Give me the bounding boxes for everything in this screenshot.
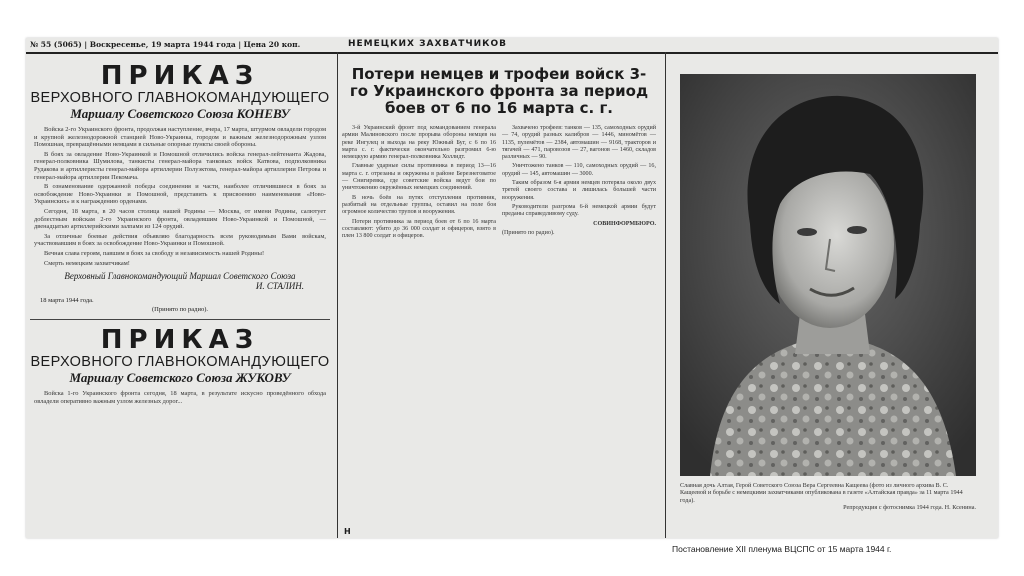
order-1-date: 18 марта 1944 года. [40,297,94,305]
order-1-body [26,126,334,267]
article-paragraph: Таким образом 6-я армия немцев потеряла около двух третей своего состава и лишилась большей части вооружения. [502,180,656,201]
order-1-paragraph: Смерть немецким захватчикам! [44,259,130,267]
order-1-paragraph: За отличные боевые действия объявляю благодарность всем руководимым Вами войскам, участвовавшим в боях за освобождение Ново-Украинки и Помошной. [34,232,326,248]
order-2-body [26,390,334,405]
article-paragraph: В ночь боёв на путях отступления противник, разбитый на отдельные группы, оставил на поле боя огромное количество трупов и вооружения. [342,194,496,216]
article-subcolumn-1 [342,125,496,242]
portrait-photo [680,74,976,476]
orders-column [26,56,334,538]
article-paragraph: Захвачено трофеев: танков — 135, самоходных орудий — 74, орудий разных калибров — 1446, миномётов — 1135, пулемётов — 2384, автомашин — 9168, тракторов и тягачей — 471, паровозов — 27, вагонов — 1460, складов различных — 90. [502,125,656,161]
article-subcolumn-2 [502,125,656,242]
article-paragraph: Потери противника за период боев от 6 по 16 марта составляют: убито до 36 000 солдат и офицеров, взято в плен 13 800 солдат и офицеров. [342,218,496,240]
article-signature: СОВИНФОРМБЮРО. [593,220,656,227]
order-2-addressee: Маршалу Советского Союза ЖУКОВУ [69,370,291,386]
article-paragraph: Главные ударные силы противника в период 13—16 марта с. г. отрезаны и окружены в районе Березнеговатое — Снигиревка, где советские войска ведут бои по уничтожению окружённых немецких соединений. [342,163,496,192]
photo-caption-text: Славная дочь Алтая, Герой Советского Союза Вера Сергеевна Кащеева (фото из личного архива В. С. Кащеевой и борьбе с немецкими захватчиками опубликована в газете «Алтайская правда» за 11 марта 1944 года). [680,482,963,504]
column-divider-right [665,52,666,538]
order-1-addressee: Маршалу Советского Союза КОНЕВУ [70,106,290,121]
article-column [340,56,658,538]
orders-separator [30,319,330,320]
order-1-title: ПРИКАЗ [100,61,260,91]
article-paragraph: 3-й Украинский фронт под командованием генерала армии Малиновского после прорыва обороны немцев на реке Ингулец и выхода на реку Южный Буг, с 6 по 16 марта с. г. фактически окончательно разгромил 6-ю немецкую армию генерал-полковника Холлидт. [342,125,496,161]
order-2-paragraph: Войска 1-го Украинского фронта сегодня, 18 марта, в результате искусно проведённого обхода овладели оперативно важным узлом железных дорог... [34,390,326,405]
order-2-title: ПРИКАЗ [100,325,260,356]
newspaper-page [26,38,998,554]
column-divider-left [337,52,338,538]
order-1-paragraph: В ознаменование одержанной победы соединения и части, наиболее отличившиеся в боях за освобождение Ново-Украинки и Помошной, представить к присвоению наименования «Ново-Украинских» и к награждению орденами. [34,183,326,206]
article-paragraph: Уничтожено танков — 110, самоходных орудий — 16, орудий — 145, автомашин — 3000. [502,163,656,177]
article-footer-fragment: Н [344,527,351,536]
order-1-signature-title: Верховный Главнокомандующий Маршал Советского Союза [64,271,296,282]
photo-caption [680,482,976,512]
photo-column [670,56,998,554]
bottom-headline: Постановление XII пленума ВЦСПС от 15 марта 1944 г. [672,544,892,554]
order-1-note: (Принято по радио). [152,306,208,314]
top-rule [26,52,998,54]
article-paragraph: Руководители разгрома 6-й немецкой армии будут преданы справедливому суду. [502,203,656,218]
article-headline: Потери немцев и трофеи войск 3-го Украинского фронта за период боев от 6 по 16 марта с. г. [349,65,649,117]
top-right-heading: НЕМЕЦКИХ ЗАХВАТЧИКОВ [348,39,508,49]
order-1-signature-name: И. СТАЛИН. [255,281,304,292]
order-1-paragraph: Войска 2-го Украинского фронта, продолжая наступление, вчера, 17 марта, штурмом овладели городом и крупной железнодорожной станцией Ново-Украинка, городом и важным железнодорожным узлом Помошная, превращёнными немцами в сильные опорные пункты своей обороны. [34,126,326,149]
article-body [340,125,658,242]
masthead: № 55 (5065) | Воскресенье, 19 марта 1944 года | Цена 20 коп. [30,40,301,49]
order-1-paragraph: Сегодня, 18 марта, в 20 часов столица нашей Родины — Москва, от имени Родины, салютует доблестным войскам 2-го Украинского фронта, овладевшим Ново-Украинкой и Помошной, — двенадцатью артиллерийскими залпами из 124 орудий. [34,207,326,231]
article-note: (Принято по радио). [502,229,555,236]
portrait-illustration [680,74,976,476]
order-2-subtitle: ВЕРХОВНОГО ГЛАВНОКОМАНДУЮЩЕГО [30,354,330,371]
photo-credit: Репродукция с фотоснимка 1944 года. Н. Ксенина. [843,504,976,512]
order-1-paragraph: В боях за овладение Ново-Украинкой и Помошной отличились войска генерал-лейтенанта Жадова, генерал-полковника Шумилова, танкисты генерал-майора танковых войск Катвова, подполковника Рудакова и артиллеристы генерал-майора артиллерии Полуэктова, генерал-майора артиллерии Петрова и генерал-майора артиллерии Пекомача. [34,150,326,181]
order-1-subtitle: ВЕРХОВНОГО ГЛАВНОКОМАНДУЮЩЕГО [30,90,330,106]
order-1-paragraph: Вечная слава героям, павшим в боях за свободу и независимость нашей Родины! [44,249,265,257]
